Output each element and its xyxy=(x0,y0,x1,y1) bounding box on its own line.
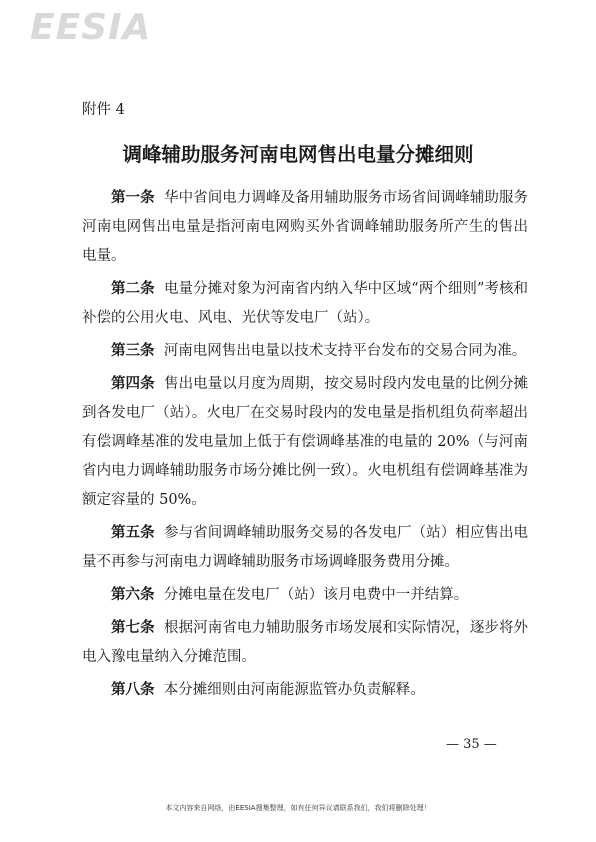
article-text: 根据河南省电力辅助服务市场发展和实际情况，逐步将外电入豫电量纳入分摊范围。 xyxy=(82,620,529,665)
article-1 xyxy=(82,184,528,271)
document-body xyxy=(82,184,528,709)
eesia-logo: EESIA xyxy=(30,7,152,48)
article-text: 售出电量以月度为周期，按交易时段内发电量的比例分摊到各发电厂（站）。火电厂在交易时段内的发电量是指机组负荷率超出有偿调峰基准的发电量加上低于有偿调峰基准的电量的 20%（与河南省内电力调峰辅助服务市场分摊比例一致）。火电机组有偿调峰基准为额定容量的 50%。 xyxy=(82,376,529,508)
article-number: 第三条 xyxy=(111,343,155,359)
article-text: 华中省间电力调峰及备用辅助服务市场省间调峰辅助服务河南电网售出电量是指河南电网购买外省调峰辅助服务所产生的售出电量。 xyxy=(82,190,529,264)
article-number: 第七条 xyxy=(111,620,155,636)
document-title: 调峰辅助服务河南电网售出电量分摊细则 xyxy=(122,143,474,166)
article-2 xyxy=(82,275,528,333)
article-text: 参与省间调峰辅助服务交易的各发电厂（站）相应售出电量不再参与河南电力调峰辅助服务市场调峰服务费用分摊。 xyxy=(82,525,529,570)
article-8 xyxy=(82,676,528,705)
article-text: 本分摊细则由河南能源监管办负责解释。 xyxy=(163,682,425,698)
article-number: 第八条 xyxy=(111,682,155,698)
article-number: 第四条 xyxy=(111,376,155,392)
article-number: 第一条 xyxy=(111,190,155,206)
article-3 xyxy=(82,337,528,366)
article-5 xyxy=(82,519,528,577)
page-number: — 35 — xyxy=(446,737,497,752)
article-6 xyxy=(82,581,528,610)
source-notice: 本文内容来自网络，由EESIA搜集整理，如有任何异议请联系我们，我们将删除处理！ xyxy=(165,804,431,812)
article-number: 第二条 xyxy=(111,281,155,297)
attachment-label: 附件 4 xyxy=(82,102,125,118)
article-text: 电量分摊对象为河南省内纳入华中区域“两个细则”考核和补偿的公用火电、风电、光伏等发电厂（站）。 xyxy=(82,281,529,326)
article-text: 分摊电量在发电厂（站）该月电费中一并结算。 xyxy=(163,587,469,603)
article-number: 第五条 xyxy=(111,525,155,541)
article-4 xyxy=(82,370,528,515)
article-text: 河南电网售出电量以技术支持平台发布的交易合同为准。 xyxy=(163,343,527,359)
article-number: 第六条 xyxy=(111,587,155,603)
article-7 xyxy=(82,614,528,672)
